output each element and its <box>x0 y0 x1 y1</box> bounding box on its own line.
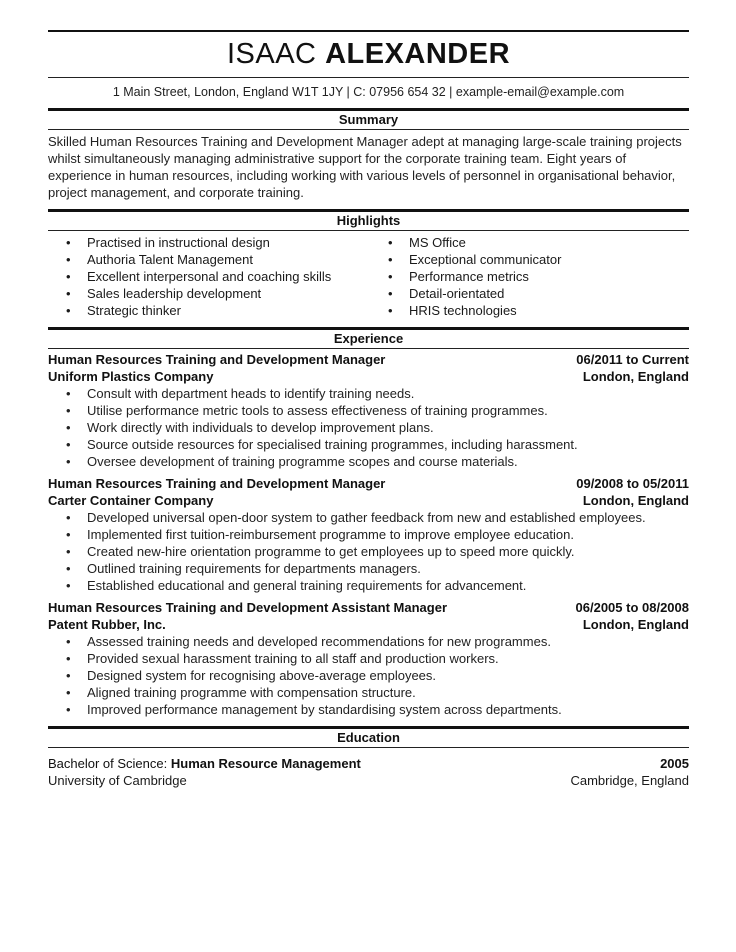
job-bullets <box>48 385 689 470</box>
first-name: ISAAC <box>226 38 317 70</box>
highlights-right-column <box>388 234 561 319</box>
job-bullet: • Aligned training programme with compensation structure. <box>48 684 689 701</box>
job-bullet: • Provided sexual harassment training to all staff and production workers. <box>48 650 689 667</box>
job-bullet: • Developed universal open-door system to gather feedback from new and established employees. <box>48 509 689 526</box>
highlight-item: • Authoria Talent Management <box>66 251 388 268</box>
job-company-row <box>48 492 689 509</box>
job-company: Uniform Plastics Company <box>48 369 214 384</box>
highlight-item: • Strategic thinker <box>66 302 388 319</box>
job-dates: 06/2011 to Current <box>576 352 689 367</box>
job-title: Human Resources Training and Development Assistant Manager <box>48 600 448 615</box>
degree-type: Bachelor of Science <box>48 756 164 771</box>
highlight-item: • Detail-orientated <box>388 285 561 302</box>
job-bullet: • Assessed training needs and developed recommendations for new programmes. <box>48 633 689 650</box>
job-dates: 09/2008 to 05/2011 <box>576 476 689 491</box>
job-company: Patent Rubber, Inc. <box>48 617 166 632</box>
job-bullets <box>48 633 689 718</box>
job-location: London, England <box>582 493 689 508</box>
highlight-item: • Performance metrics <box>388 268 561 285</box>
job-company-row <box>48 368 689 385</box>
job-bullet: • Oversee development of training programme scopes and course materials. <box>48 453 689 470</box>
highlight-item: • Practised in instructional design <box>66 234 388 251</box>
experience-heading: Experience <box>48 327 689 349</box>
degree-separator: : <box>163 756 171 771</box>
top-divider <box>48 30 689 32</box>
job-location: London, England <box>582 369 689 384</box>
highlight-item: • Excellent interpersonal and coaching skills <box>66 268 388 285</box>
education-degree <box>48 755 361 772</box>
job-dates: 06/2005 to 08/2008 <box>575 600 689 615</box>
highlight-item: • MS Office <box>388 234 561 251</box>
job-title: Human Resources Training and Development Manager <box>48 352 386 367</box>
job-entry <box>48 475 689 594</box>
highlights-left-column <box>48 234 388 319</box>
job-bullets <box>48 509 689 594</box>
job-title-row <box>48 599 689 616</box>
job-bullet: • Work directly with individuals to develop improvement plans. <box>48 419 689 436</box>
education-heading: Education <box>48 726 689 748</box>
job-bullet: • Source outside resources for specialised training programmes, including harassment. <box>48 436 689 453</box>
education-degree-row <box>48 755 689 772</box>
job-title-row <box>48 351 689 368</box>
last-name: ALEXANDER <box>325 38 511 70</box>
job-bullet: • Created new-hire orientation programme to get employees up to speed more quickly. <box>48 543 689 560</box>
job-title: Human Resources Training and Development Manager <box>48 476 386 491</box>
job-bullet: • Established educational and general training requirements for advancement. <box>48 577 689 594</box>
education-year: 2005 <box>660 756 689 771</box>
job-bullet: • Improved performance management by standardising system across departments. <box>48 701 689 718</box>
highlights-heading: Highlights <box>48 209 689 231</box>
highlight-item: • Sales leadership development <box>66 285 388 302</box>
education-school: University of Cambridge <box>48 773 187 788</box>
education-location: Cambridge, England <box>570 773 689 788</box>
job-bullet: • Utilise performance metric tools to assess effectiveness of training programmes. <box>48 402 689 419</box>
highlight-item: • HRIS technologies <box>388 302 561 319</box>
contact-line: 1 Main Street, London, England W1T 1JY | C: 07956 654 32 | example-email@example.com <box>112 85 625 99</box>
job-location: London, England <box>582 617 689 632</box>
name-divider <box>48 77 689 78</box>
education-school-row <box>48 772 689 789</box>
job-bullet: • Implemented first tuition-reimbursement programme to improve employee education. <box>48 526 689 543</box>
summary-text: Skilled Human Resources Training and Development Manager adept at managing large-scale training projects whilst simultaneously managing administrative support for the corporate training team. Eight years of experience in human resources, including working with various levels of personnel in organisational behavior, project management, and corporate training. <box>48 134 682 200</box>
highlight-item: • Exceptional communicator <box>388 251 561 268</box>
job-company: Carter Container Company <box>48 493 214 508</box>
candidate-name <box>48 37 689 71</box>
highlights-list <box>48 234 689 319</box>
job-bullet: • Outlined training requirements for departments managers. <box>48 560 689 577</box>
job-bullet: • Consult with department heads to identify training needs. <box>48 385 689 402</box>
job-entry <box>48 599 689 718</box>
resume-page <box>0 30 736 952</box>
job-bullet: • Designed system for recognising above-average employees. <box>48 667 689 684</box>
job-title-row <box>48 475 689 492</box>
job-entry <box>48 351 689 470</box>
degree-field: Human Resource Management <box>170 756 361 771</box>
summary-heading: Summary <box>48 108 689 130</box>
job-company-row <box>48 616 689 633</box>
